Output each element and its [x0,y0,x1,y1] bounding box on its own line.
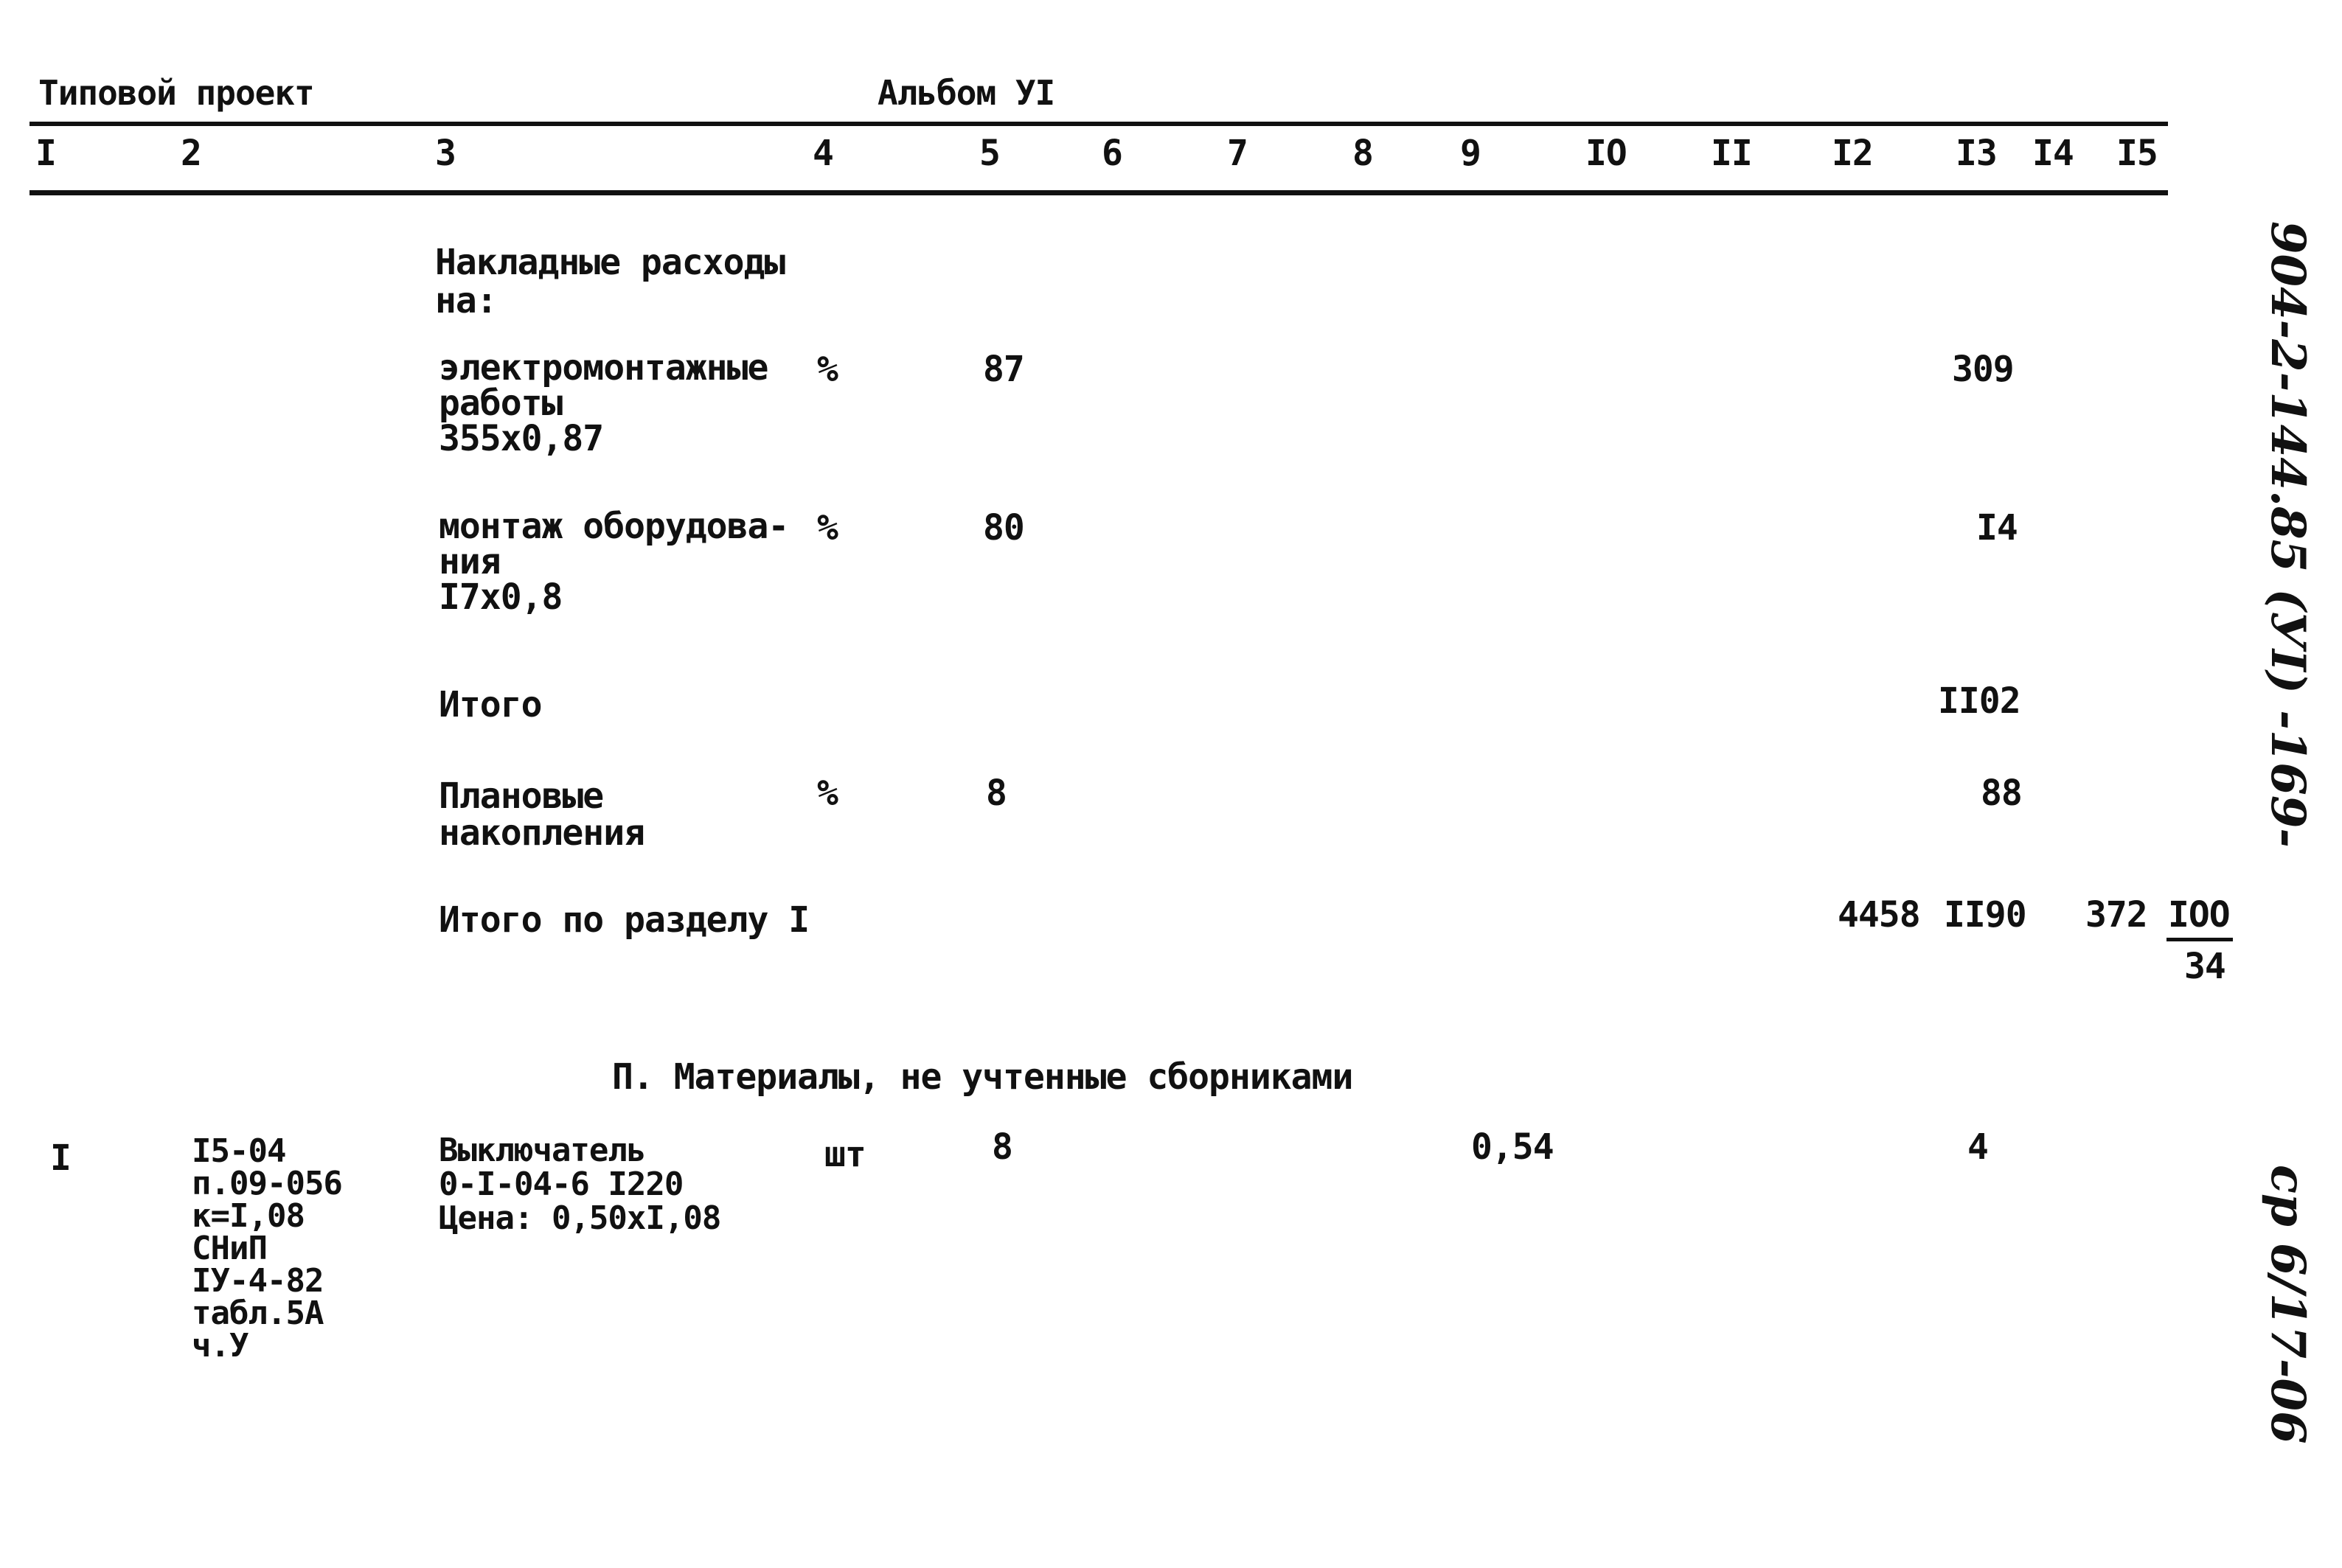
col-header-5: 5 [979,133,1000,174]
section-total-fraction-denominator: 34 [2184,946,2225,987]
col-header-15: I5 [2116,133,2158,174]
section-total-fraction-numerator: IOO [2168,894,2230,935]
plan-unit: % [817,773,838,814]
col-header-3: 3 [435,133,456,174]
electro-col13: 309 [1952,349,2014,390]
section-total-col13: II90 [1944,894,2026,935]
col-header-7: 7 [1227,133,1248,174]
col-header-14: I4 [2032,133,2074,174]
section-total-col15: 372 [2085,894,2147,935]
electro-label: электромонтажные работы 355х0,87 [439,347,768,459]
install-col13: I4 [1976,507,2018,548]
electro-rate: 87 [983,349,1024,390]
install-unit: % [817,507,838,548]
section2-title: П. Материалы, не учтенные сборниками [612,1056,1353,1098]
col-header-4: 4 [813,133,833,174]
item1-col13: 4 [1967,1126,1988,1168]
header-rule-bottom [29,190,2168,195]
install-label: монтаж оборудова- ния I7х0,8 [439,506,789,618]
col-header-1: I [35,133,56,174]
fraction-bar [2166,938,2233,941]
col-header-8: 8 [1352,133,1373,174]
margin-note-bottom: ср 6/17-06 [2260,1165,2315,1444]
item1-qty: 8 [992,1126,1012,1168]
item1-number: I [50,1137,71,1179]
col-header-2: 2 [181,133,201,174]
col-header-10: IO [1585,133,1627,174]
item1-price: 0,54 [1471,1126,1554,1168]
section-total-label: Итого по разделу I [439,899,810,941]
total-col13: II02 [1938,680,2020,722]
project-label: Типовой проект [38,73,314,113]
margin-note-top: 904-2-144.85 (УI) -169- [2260,221,2315,848]
item1-code: I5-04 п.09-056 к=I,08 СНиП IУ-4-82 табл.5А ч.У [192,1132,342,1365]
item1-name: Выключатель 0-I-04-6 I220 Цена: 0,50хI,08 [439,1132,721,1237]
plan-rate: 8 [986,773,1007,814]
item1-unit: шт [824,1134,866,1175]
total-label: Итого [439,684,542,725]
overhead-title: Накладные расходы на: [435,242,785,321]
col-header-11: II [1711,133,1752,174]
header-rule-top [29,122,2168,126]
col-header-6: 6 [1102,133,1122,174]
section-total-col12: 4458 [1838,894,1920,935]
plan-label: Плановые накопления [439,776,644,854]
install-rate: 80 [983,507,1024,548]
plan-col13: 88 [1981,773,2022,814]
album-label: Альбом УI [878,73,1055,113]
col-header-12: I2 [1832,133,1873,174]
electro-unit: % [817,349,838,390]
col-header-13: I3 [1956,133,1997,174]
col-header-9: 9 [1460,133,1481,174]
